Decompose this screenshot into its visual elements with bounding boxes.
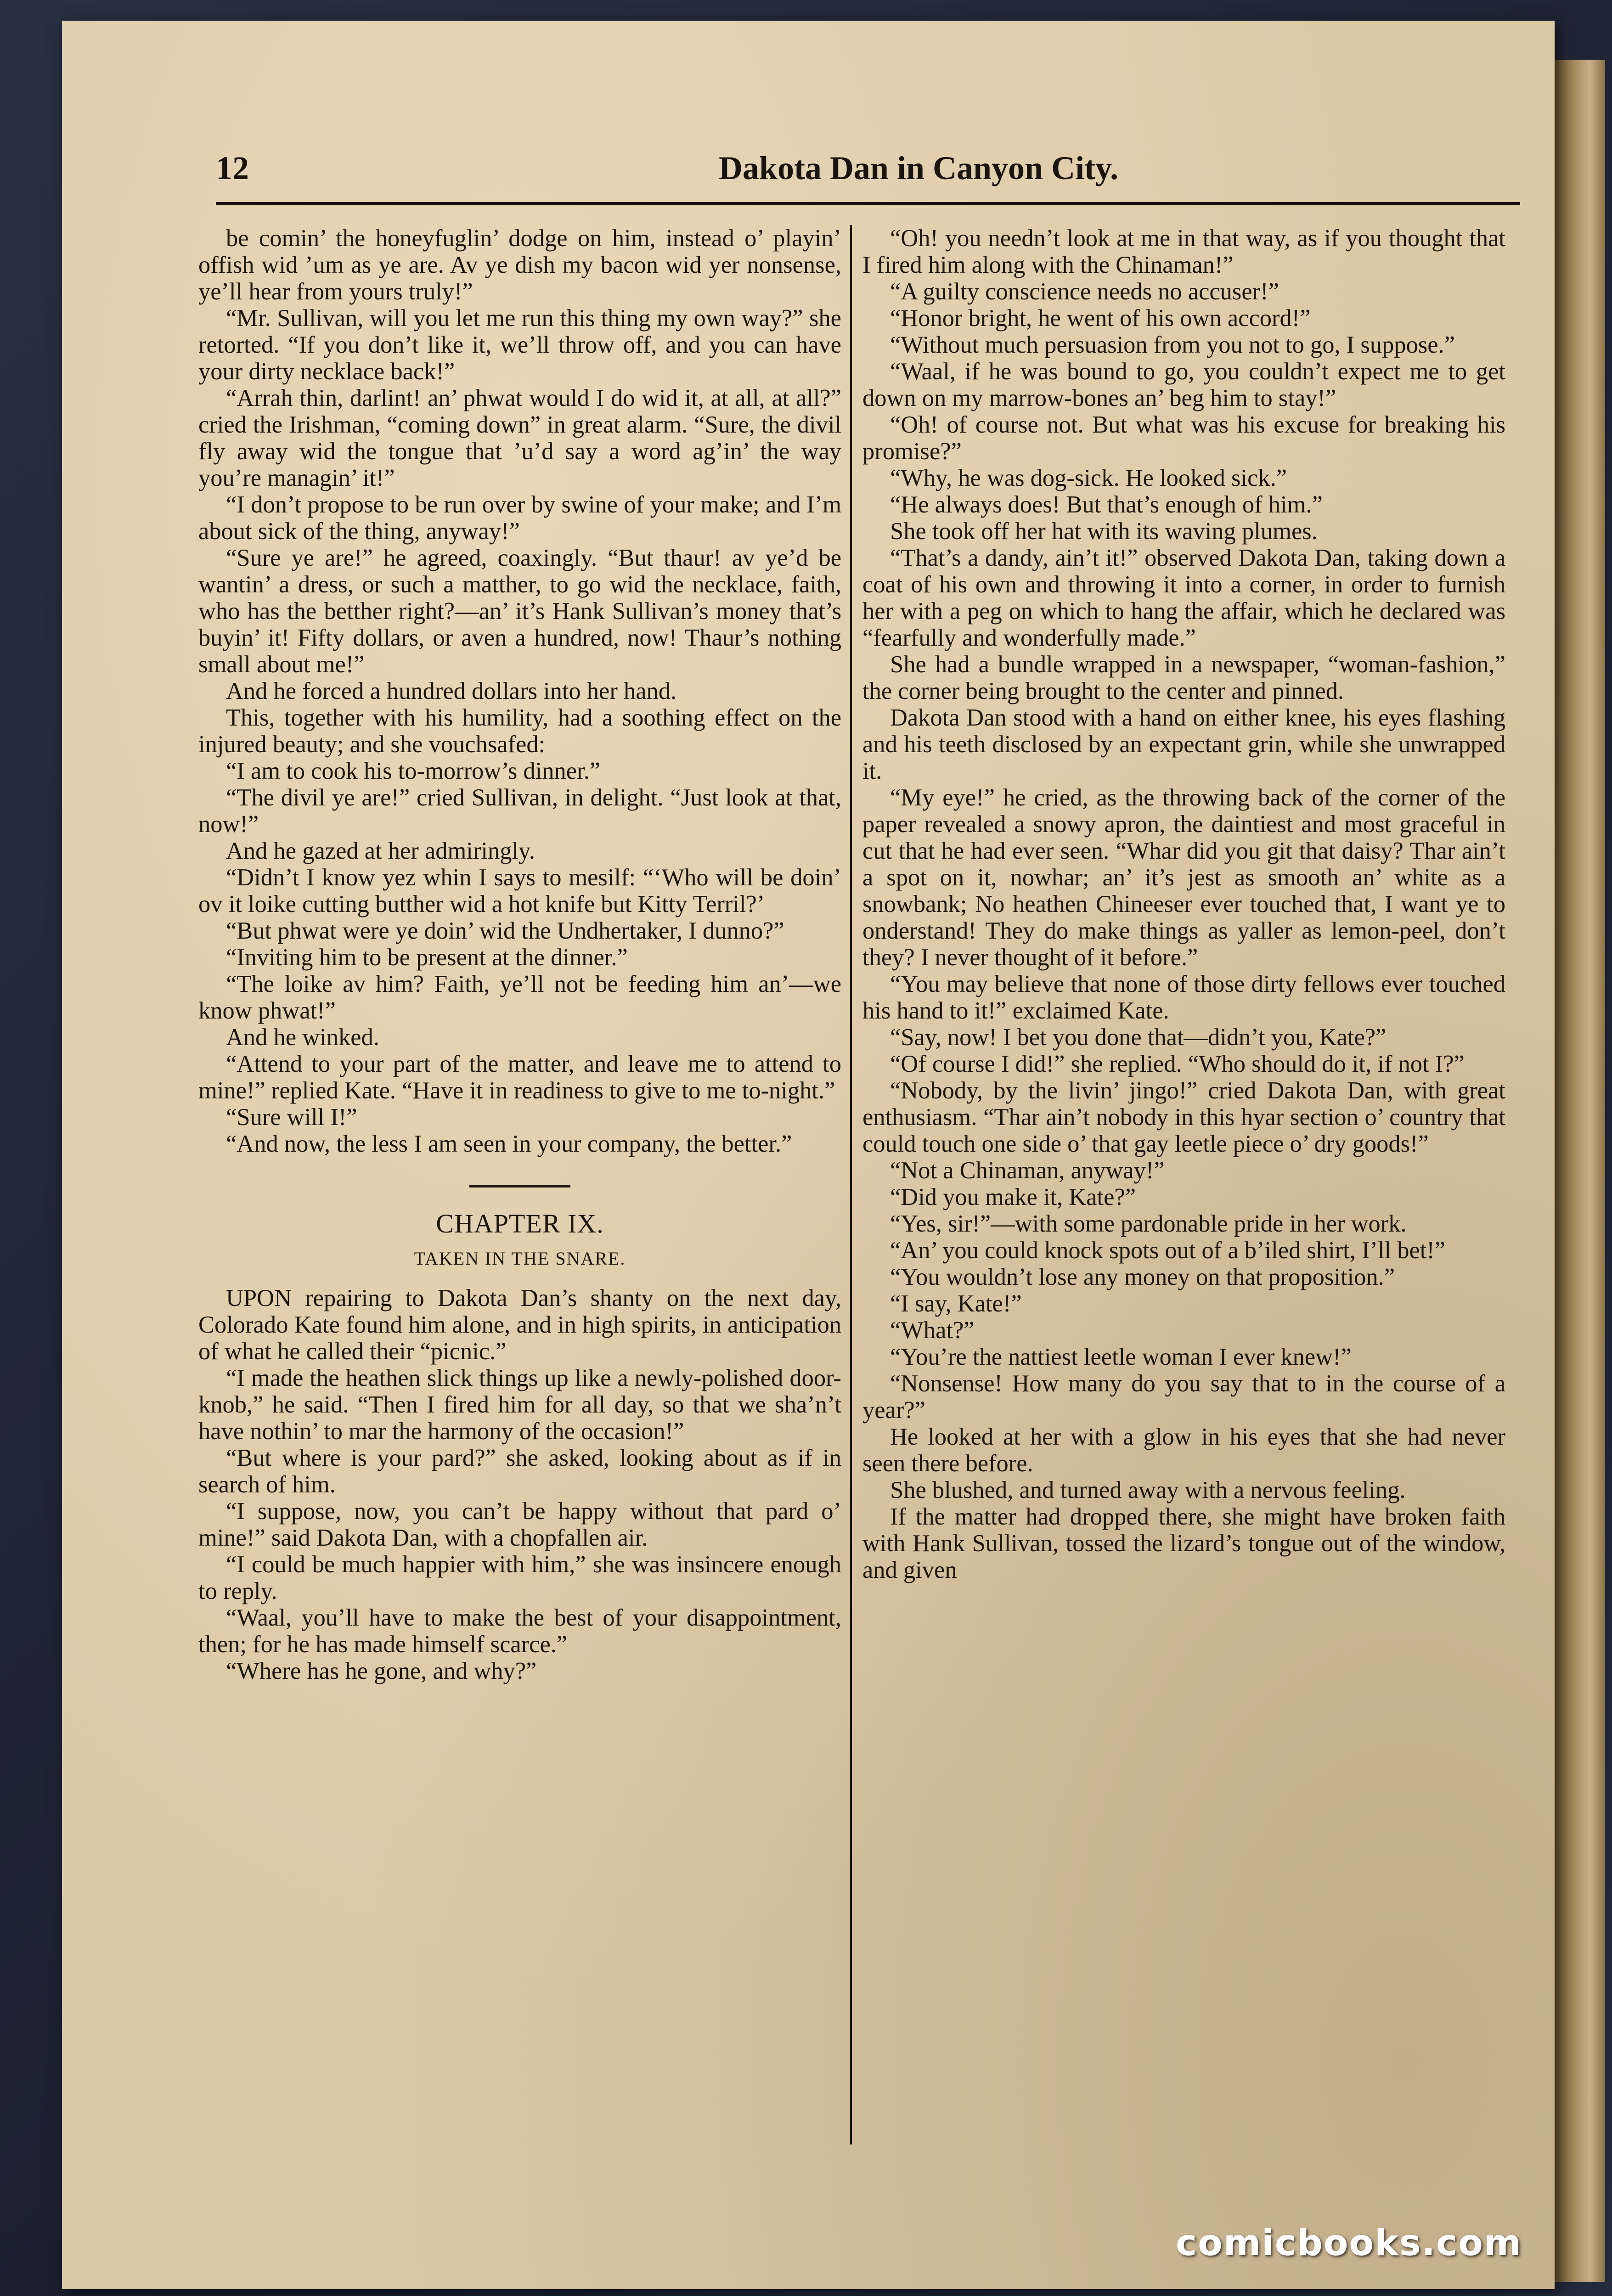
paragraph: “My eye!” he cried, as the throwing back of the corner of the paper revealed a snowy apron, the daintiest and most graceful in cut that he had ever seen. “Whar did you git that daisy? Thar ain’t a spot on it, nowhar; an’ it’s jest as smooth an’ white as a snowbank; No heathen Chineeser ever touched that, I want ye to onderstand! They do make things as yaller as lemon-peel, don’t they? I never thought of it before.” bbox=[862, 784, 1505, 971]
paragraph: “Arrah thin, darlint! an’ phwat would I do wid it, at all, at all?” cried the Irishman, “coming down” in great alarm. “Sure, the divil fly away wid the tongue that ’u’d say a word ag’in’ the way you’re managin’ it!” bbox=[198, 385, 841, 491]
paragraph: “You’re the nattiest leetle woman I ever knew!” bbox=[890, 1344, 1352, 1370]
paragraph: “Inviting him to be present at the dinner.” bbox=[226, 944, 628, 971]
paragraph: “You may believe that none of those dirty fellows ever touched his hand to it!” exclaimed Kate. bbox=[862, 971, 1505, 1024]
section-separator bbox=[469, 1185, 570, 1187]
paragraph: “Didn’t I know yez whin I says to mesilf: “‘Who will be doin’ ov it loike cutting butther wid a hot knife but Kitty Terril?’ bbox=[198, 864, 841, 917]
paragraph: “I don’t propose to be run over by swine of your make; and I’m about sick of the thing, anyway!” bbox=[198, 491, 841, 545]
paragraph: “He always does! But that’s enough of him.” bbox=[890, 491, 1323, 518]
paragraph: “Oh! of course not. But what was his excuse for breaking his promise?” bbox=[862, 411, 1505, 465]
paragraph: Dakota Dan stood with a hand on either knee, his eyes flashing and his teeth disclosed by an expectant grin, while she unwrapped it. bbox=[862, 704, 1505, 784]
page-header bbox=[216, 145, 1520, 195]
paragraph: “And now, the less I am seen in your company, the better.” bbox=[226, 1131, 792, 1157]
column-divider bbox=[850, 225, 852, 2144]
paragraph: “That’s a dandy, ain’t it!” observed Dakota Dan, taking down a coat of his own and throwing it into a corner, in order to furnish her with a peg on which to hang the affair, which he declared was “fearfully and wonderfully made.” bbox=[862, 545, 1505, 651]
paragraph: “The divil ye are!” cried Sullivan, in delight. “Just look at that, now!” bbox=[198, 784, 841, 838]
paragraph: “Oh! you needn’t look at me in that way, as if you thought that I fired him along with the Chinaman!” bbox=[862, 225, 1505, 278]
paragraph: “Sure ye are!” he agreed, coaxingly. “But thaur! av ye’d be wantin’ a dress, or such a matther, to go wid the necklace, faith, who has the betther right?—an’ it’s Hank Sullivan’s money that’s buyin’ it! Fifty dollars, or aven a hundred, now! Thaur’s nothing small about me!” bbox=[198, 545, 841, 678]
paragraph: “I could be much happier with him,” she was insincere enough to reply. bbox=[198, 1551, 841, 1604]
site-watermark: comicbooks.com bbox=[1176, 2223, 1522, 2264]
chapter-title: CHAPTER IX. bbox=[436, 1209, 604, 1238]
page-number: 12 bbox=[216, 150, 249, 186]
paragraph: “But phwat were ye doin’ wid the Undhertaker, I dunno?” bbox=[226, 917, 784, 944]
paragraph: “Waal, if he was bound to go, you couldn’t expect me to get down on my marrow-bones an’ beg him to stay!” bbox=[862, 358, 1505, 411]
paragraph: “Why, he was dog-sick. He looked sick.” bbox=[890, 465, 1287, 491]
paragraph: “Sure will I!” bbox=[226, 1104, 357, 1131]
paragraph: UPON repairing to Dakota Dan’s shanty on the next day, Colorado Kate found him alone, and in high spirits, in anticipation of what he called their “picnic.” bbox=[198, 1285, 841, 1365]
paragraph: “Nobody, by the livin’ jingo!” cried Dakota Dan, with great enthusiasm. “Thar ain’t nobody in this hyar section o’ country that could touch one side o’ that gay leetle piece o’ dry goods!” bbox=[862, 1077, 1505, 1157]
paragraph: He looked at her with a glow in his eyes that she had never seen there before. bbox=[862, 1424, 1505, 1477]
paragraph: This, together with his humility, had a soothing effect on the injured beauty; and she vouchsafed: bbox=[198, 704, 841, 758]
paragraph: “I made the heathen slick things up like a newly-polished door-knob,” he said. “Then I fired him for all day, so that we sha’n’t have nothin’ to mar the harmony of the occasion!” bbox=[198, 1365, 841, 1445]
paragraph: “Waal, you’ll have to make the best of your disappointment, then; for he has made himself scarce.” bbox=[198, 1604, 841, 1658]
paragraph: She took off her hat with its waving plumes. bbox=[890, 518, 1318, 545]
paragraph: “Attend to your part of the matter, and leave me to attend to mine!” replied Kate. “Have it in readiness to give to me to-night.” bbox=[198, 1051, 841, 1104]
paragraph: “Where has he gone, and why?” bbox=[226, 1658, 537, 1684]
paragraph: “A guilty conscience needs no accuser!” bbox=[890, 278, 1279, 305]
paragraph: And he forced a hundred dollars into her hand. bbox=[226, 678, 677, 704]
paragraph: “Honor bright, he went of his own accord!” bbox=[890, 305, 1311, 332]
paragraph: “An’ you could knock spots out of a b’iled shirt, I’ll bet!” bbox=[890, 1237, 1446, 1264]
paragraph: “I am to cook his to-morrow’s dinner.” bbox=[226, 758, 601, 784]
paragraph: “But where is your pard?” she asked, looking about as if in search of him. bbox=[198, 1445, 841, 1498]
paragraph: “The loike av him? Faith, ye’ll not be feeding him an’—we know phwat!” bbox=[198, 971, 841, 1024]
paragraph: She blushed, and turned away with a nervous feeling. bbox=[890, 1477, 1406, 1503]
paragraph: “Mr. Sullivan, will you let me run this thing my own way?” she retorted. “If you don’t like it, we’ll throw off, and you can have your dirty necklace back!” bbox=[198, 305, 841, 385]
paragraph: “I say, Kate!” bbox=[890, 1290, 1022, 1317]
paragraph: And he gazed at her admiringly. bbox=[226, 838, 535, 864]
paragraph: “Without much persuasion from you not to go, I suppose.” bbox=[890, 332, 1455, 358]
paragraph: “Say, now! I bet you done that—didn’t you, Kate?” bbox=[890, 1024, 1387, 1051]
paragraph: “You wouldn’t lose any money on that proposition.” bbox=[890, 1264, 1395, 1290]
running-title: Dakota Dan in Canyon City. bbox=[718, 150, 1119, 186]
left-column bbox=[198, 225, 841, 2144]
paragraph: And he winked. bbox=[226, 1024, 379, 1051]
paragraph: be comin’ the honeyfuglin’ dodge on him, instead o’ playin’ offish wid ’um as ye are. Av ye dish my bacon wid yer nonsense, ye’ll hear from yours truly!” bbox=[198, 225, 841, 305]
paragraph: “Of course I did!” she replied. “Who should do it, if not I?” bbox=[890, 1051, 1465, 1077]
paragraph: “Nonsense! How many do you say that to in the course of a year?” bbox=[862, 1370, 1505, 1424]
paragraph: “Yes, sir!”—with some pardonable pride in her work. bbox=[890, 1210, 1407, 1237]
paragraph: “Not a Chinaman, anyway!” bbox=[890, 1157, 1165, 1184]
header-rule bbox=[216, 202, 1520, 205]
right-column bbox=[862, 225, 1505, 2144]
paragraph: “Did you make it, Kate?” bbox=[890, 1184, 1136, 1210]
paragraph: She had a bundle wrapped in a newspaper, “woman-fashion,” the corner being brought to the center and pinned. bbox=[862, 651, 1505, 704]
next-page-edge bbox=[1555, 60, 1605, 2282]
paragraph: If the matter had dropped there, she might have broken faith with Hank Sullivan, tossed the lizard’s tongue out of the window, and given bbox=[862, 1503, 1505, 1583]
paragraph: “I suppose, now, you can’t be happy without that pard o’ mine!” said Dakota Dan, with a chopfallen air. bbox=[198, 1498, 841, 1551]
chapter-subtitle: TAKEN IN THE SNARE. bbox=[414, 1248, 626, 1269]
paragraph: “What?” bbox=[890, 1317, 975, 1344]
